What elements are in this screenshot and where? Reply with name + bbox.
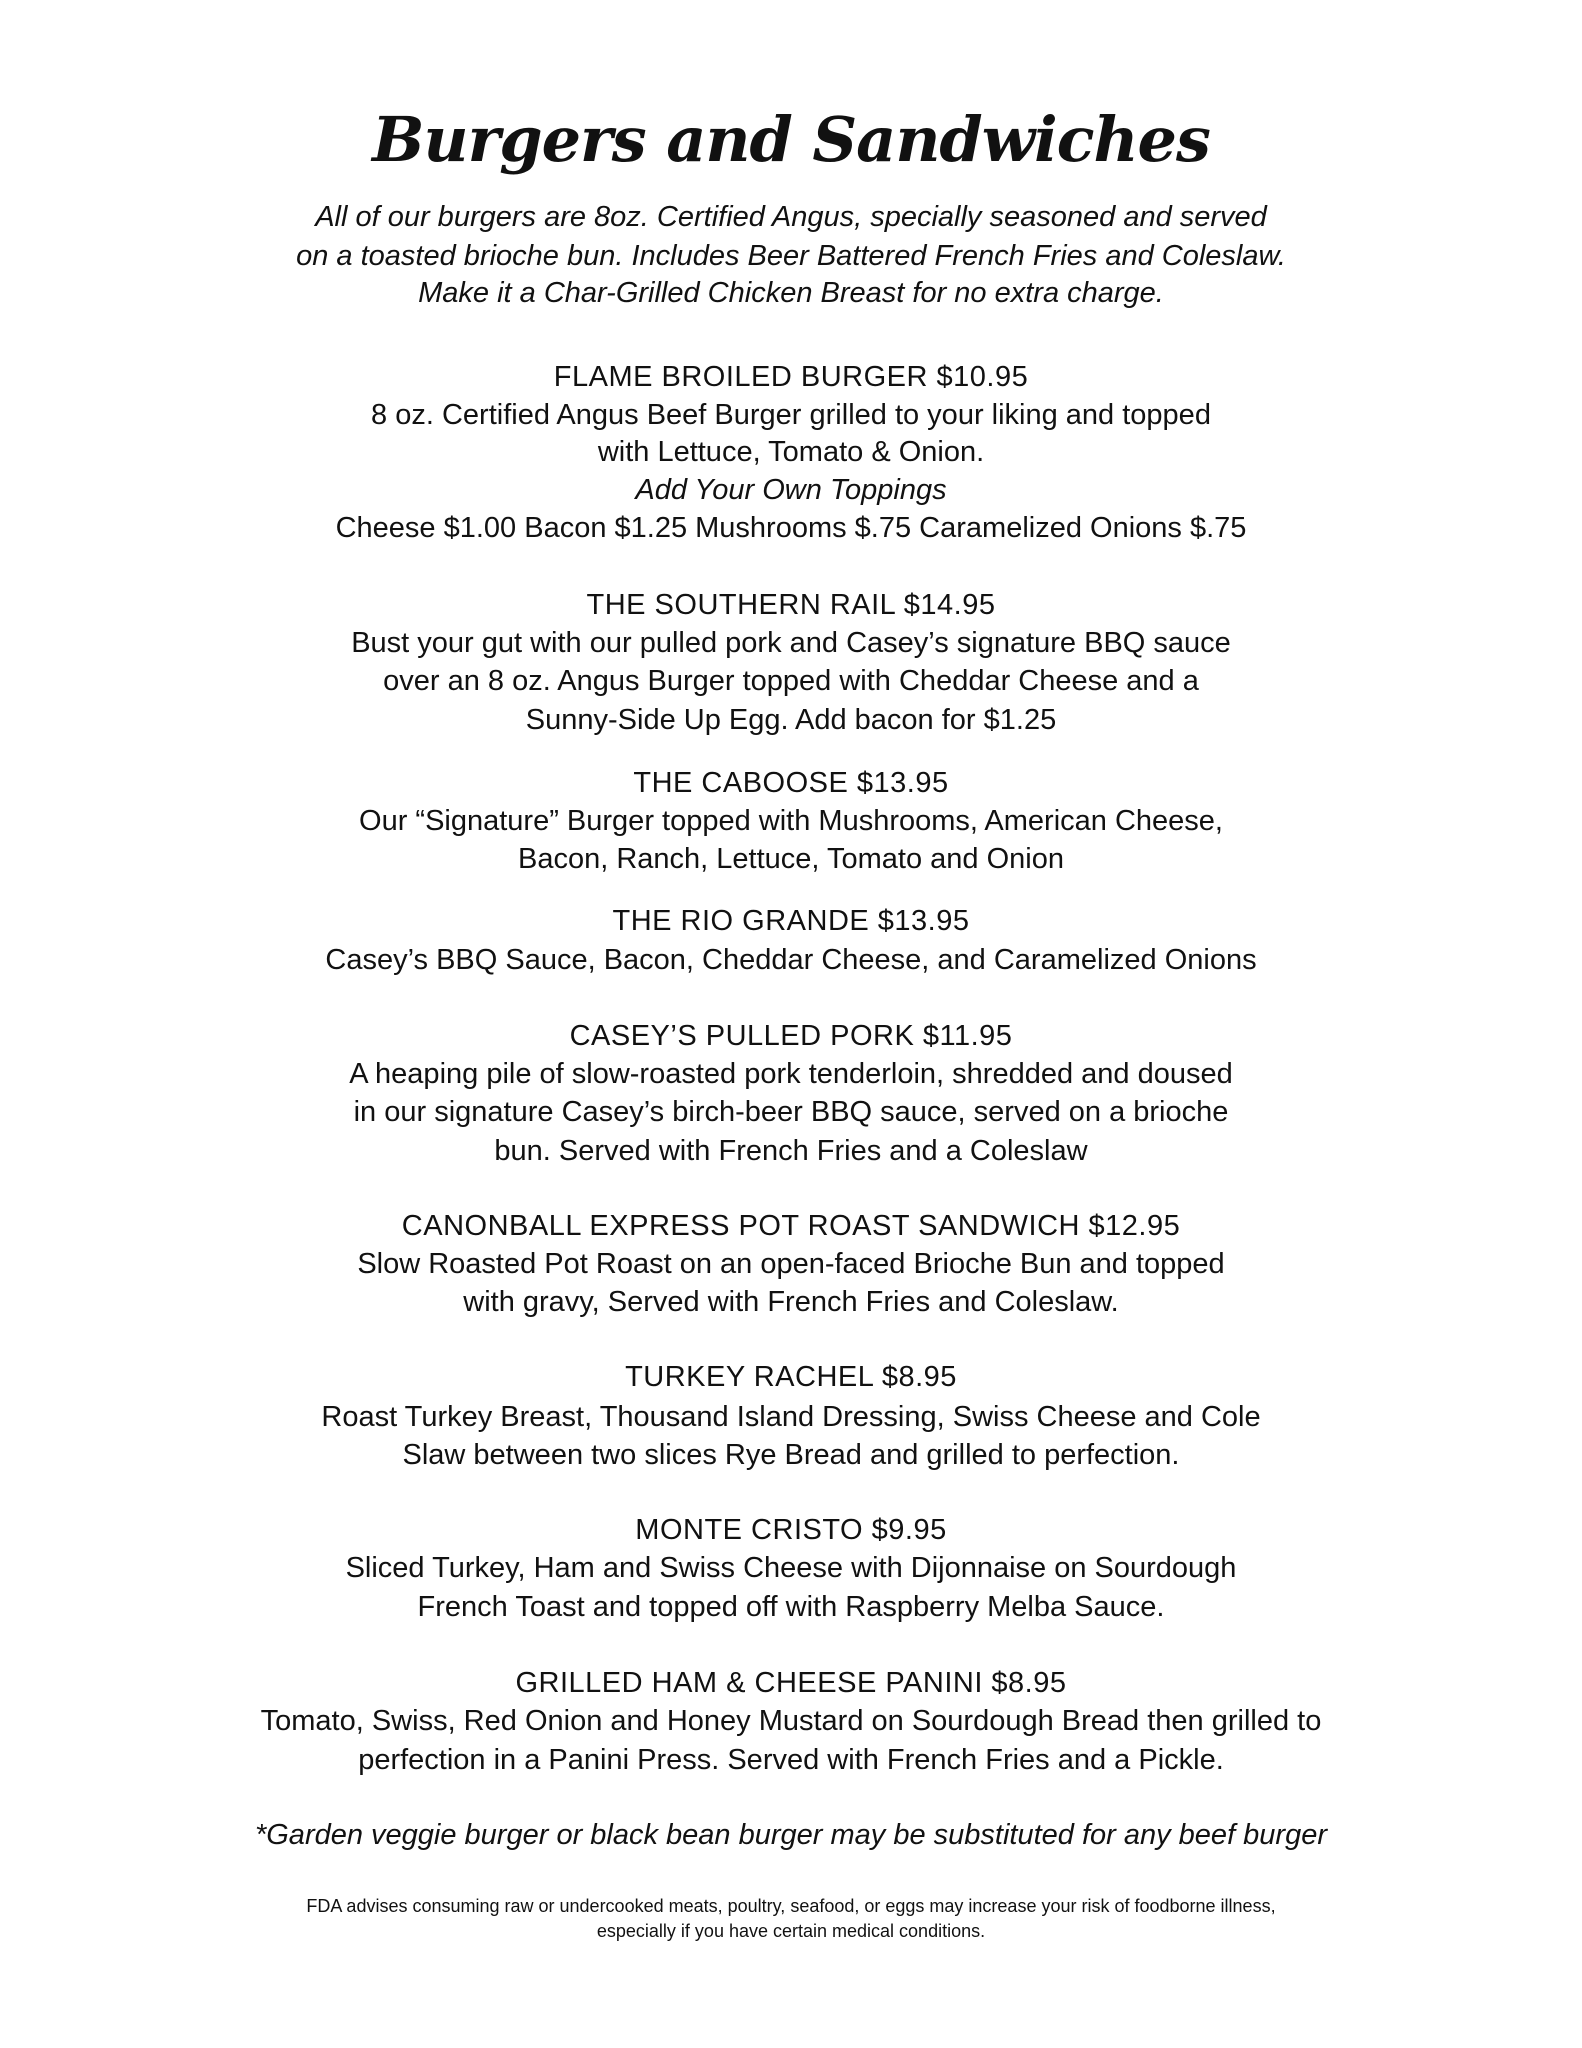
item-description: Bacon, Ranch, Lettuce, Tomato and Onion [518, 843, 1064, 875]
item-description: Slaw between two slices Rye Bread and grilled to perfection. [402, 1439, 1180, 1471]
intro-line: Make it a Char-Grilled Chicken Breast for no extra charge. [418, 277, 1164, 309]
item-heading: TURKEY RACHEL $8.95 [625, 1361, 957, 1393]
item-heading: MONTE CRISTO $9.95 [635, 1514, 947, 1546]
page-title: Burgers and Sandwiches [372, 103, 1210, 176]
item-heading: CANONBALL EXPRESS POT ROAST SANDWICH $12.95 [401, 1210, 1181, 1242]
veggie-note: *Garden veggie burger or black bean burger may be substituted for any beef burger [254, 1819, 1328, 1851]
item-heading: THE CABOOSE $13.95 [633, 767, 949, 799]
item-heading: CASEY’S PULLED PORK $11.95 [569, 1020, 1013, 1052]
item-heading: FLAME BROILED BURGER $10.95 [553, 361, 1029, 393]
item-heading: THE SOUTHERN RAIL $14.95 [586, 589, 996, 621]
item-description: Tomato, Swiss, Red Onion and Honey Mustard on Sourdough Bread then grilled to [260, 1705, 1322, 1737]
item-description: Casey’s BBQ Sauce, Bacon, Cheddar Cheese, and Caramelized Onions [325, 944, 1257, 976]
item-description: A heaping pile of slow-roasted pork tenderloin, shredded and doused [349, 1058, 1233, 1090]
item-description: over an 8 oz. Angus Burger topped with Cheddar Cheese and a [383, 665, 1199, 697]
item-description: Roast Turkey Breast, Thousand Island Dressing, Swiss Cheese and Cole [321, 1401, 1261, 1433]
item-description: Slow Roasted Pot Roast on an open-faced Brioche Bun and topped [357, 1248, 1225, 1280]
item-description: with Lettuce, Tomato & Onion. [597, 436, 985, 468]
item-heading: GRILLED HAM & CHEESE PANINI $8.95 [515, 1667, 1067, 1699]
toppings-list: Cheese $1.00 Bacon $1.25 Mushrooms $.75 Caramelized Onions $.75 [335, 512, 1247, 544]
intro-line: on a toasted brioche bun. Includes Beer Battered French Fries and Coleslaw. [296, 240, 1286, 272]
item-description: Sliced Turkey, Ham and Swiss Cheese with Dijonnaise on Sourdough [345, 1552, 1237, 1584]
fda-notice: FDA advises consuming raw or undercooked meats, poultry, seafood, or eggs may increase your risk of foodborne illness, [306, 1896, 1276, 1916]
item-description: bun. Served with French Fries and a Coleslaw [494, 1135, 1088, 1167]
item-description: in our signature Casey’s birch-beer BBQ sauce, served on a brioche [353, 1096, 1229, 1128]
item-heading: THE RIO GRANDE $13.95 [612, 905, 970, 937]
item-description: Our “Signature” Burger topped with Mushrooms, American Cheese, [359, 805, 1223, 837]
item-description: French Toast and topped off with Raspberry Melba Sauce. [417, 1591, 1165, 1623]
item-description: perfection in a Panini Press. Served with French Fries and a Pickle. [358, 1744, 1224, 1776]
item-description: Sunny-Side Up Egg. Add bacon for $1.25 [525, 704, 1057, 736]
item-description: 8 oz. Certified Angus Beef Burger grilled to your liking and topped [371, 399, 1211, 431]
fda-notice: especially if you have certain medical conditions. [596, 1921, 986, 1941]
item-description: with gravy, Served with French Fries and Coleslaw. [463, 1286, 1119, 1318]
intro-line: All of our burgers are 8oz. Certified Angus, specially seasoned and served [315, 201, 1267, 233]
toppings-label: Add Your Own Toppings [635, 474, 947, 506]
item-description: Bust your gut with our pulled pork and Casey’s signature BBQ sauce [351, 627, 1231, 659]
